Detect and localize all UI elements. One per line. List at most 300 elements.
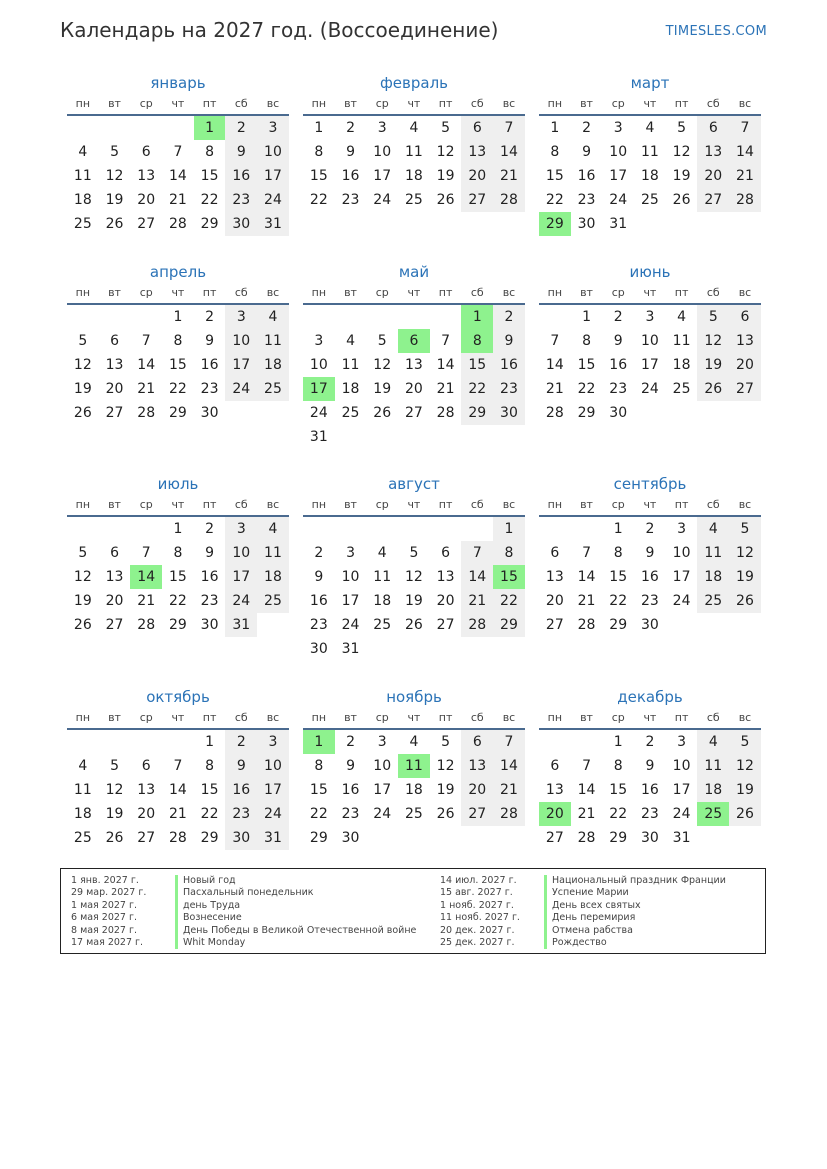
day-cell: 2 bbox=[205, 309, 215, 325]
empty-cell bbox=[539, 517, 571, 541]
holiday-day-cell: 25 bbox=[697, 802, 729, 826]
day-cell: 15 bbox=[545, 168, 564, 184]
day-cell: 30 bbox=[200, 405, 219, 421]
day-cell: 14 bbox=[137, 357, 156, 373]
weekday-label: вт bbox=[580, 286, 593, 299]
day-cell: 25 bbox=[73, 216, 92, 232]
day-cell: 7 bbox=[582, 758, 591, 774]
weekday-label: сб bbox=[706, 498, 720, 511]
weekday-label: пт bbox=[674, 498, 689, 511]
week-row bbox=[67, 517, 289, 541]
legend-date: 25 дек. 2027 г. bbox=[440, 936, 515, 948]
day-cell: 9 bbox=[582, 144, 591, 160]
week-row bbox=[303, 188, 525, 212]
empty-cell bbox=[697, 401, 729, 425]
day-cell: 31 bbox=[309, 429, 328, 445]
day-cell: 5 bbox=[110, 144, 119, 160]
day-cell: 12 bbox=[729, 754, 761, 778]
empty-cell bbox=[366, 425, 398, 449]
day-cell: 22 bbox=[200, 806, 219, 822]
day-cell: 17 bbox=[373, 168, 392, 184]
empty-cell bbox=[430, 517, 462, 541]
day-cell: 1 bbox=[493, 517, 525, 541]
week-row bbox=[67, 164, 289, 188]
weekday-label: пн bbox=[75, 711, 91, 724]
day-cell: 12 bbox=[73, 569, 92, 585]
day-cell: 7 bbox=[141, 545, 151, 561]
day-cell: 5 bbox=[729, 730, 761, 754]
day-cell: 4 bbox=[409, 734, 419, 750]
weekday-label: вс bbox=[502, 711, 516, 724]
day-cell: 27 bbox=[105, 617, 124, 633]
day-cell: 22 bbox=[168, 381, 187, 397]
day-cell: 3 bbox=[257, 730, 289, 754]
empty-cell bbox=[571, 517, 603, 541]
holiday-day-cell: 8 bbox=[461, 329, 493, 353]
day-cell: 5 bbox=[441, 734, 451, 750]
day-cell: 31 bbox=[609, 216, 628, 232]
holiday-day-cell: 11 bbox=[398, 754, 430, 778]
legend-item bbox=[71, 937, 416, 949]
empty-cell bbox=[366, 305, 398, 329]
day-cell: 16 bbox=[309, 593, 328, 609]
day-cell: 14 bbox=[577, 782, 596, 798]
day-cell: 27 bbox=[404, 405, 423, 421]
weekday-label: пн bbox=[547, 498, 563, 511]
weekday-label: чт bbox=[407, 286, 421, 299]
day-cell: 23 bbox=[309, 617, 328, 633]
empty-cell bbox=[398, 517, 430, 541]
weekday-label: вс bbox=[502, 97, 516, 110]
month-11 bbox=[303, 686, 525, 850]
weekday-label: сб bbox=[706, 97, 720, 110]
legend-item bbox=[440, 912, 726, 924]
day-cell: 4 bbox=[257, 305, 289, 329]
weekday-label: сб bbox=[470, 498, 484, 511]
week-row bbox=[539, 377, 761, 401]
day-cell: 8 bbox=[205, 758, 215, 774]
day-cell: 7 bbox=[493, 730, 525, 754]
day-cell: 15 bbox=[168, 357, 187, 373]
day-cell: 14 bbox=[168, 168, 187, 184]
legend-holiday-name: Отмена рабства bbox=[544, 925, 633, 937]
day-cell: 14 bbox=[461, 565, 493, 589]
day-cell: 2 bbox=[582, 120, 591, 136]
empty-cell bbox=[303, 305, 335, 329]
empty-cell bbox=[162, 116, 194, 140]
day-cell: 10 bbox=[257, 140, 289, 164]
week-row bbox=[303, 116, 525, 140]
legend-item bbox=[71, 875, 416, 887]
day-cell: 10 bbox=[309, 357, 328, 373]
weekday-header bbox=[67, 283, 289, 305]
day-cell: 21 bbox=[137, 593, 156, 609]
weekday-header bbox=[303, 495, 525, 517]
day-cell: 27 bbox=[137, 830, 156, 846]
day-cell: 22 bbox=[200, 192, 219, 208]
day-cell: 9 bbox=[225, 754, 257, 778]
week-row bbox=[67, 116, 289, 140]
holiday-day-cell: 6 bbox=[398, 329, 430, 353]
day-cell: 15 bbox=[461, 353, 493, 377]
month-9 bbox=[539, 473, 761, 637]
empty-cell bbox=[697, 826, 729, 850]
day-cell: 10 bbox=[672, 758, 691, 774]
holiday-day-cell: 1 bbox=[303, 730, 335, 754]
week-row bbox=[67, 613, 289, 637]
day-cell: 10 bbox=[640, 333, 659, 349]
day-cell: 9 bbox=[645, 758, 655, 774]
day-cell: 29 bbox=[461, 401, 493, 425]
day-cell: 13 bbox=[105, 569, 124, 585]
day-cell: 6 bbox=[141, 758, 151, 774]
day-cell: 25 bbox=[373, 617, 392, 633]
day-cell: 14 bbox=[493, 754, 525, 778]
day-cell: 27 bbox=[545, 830, 564, 846]
week-row bbox=[539, 517, 761, 541]
day-cell: 4 bbox=[697, 730, 729, 754]
empty-cell bbox=[666, 401, 698, 425]
day-cell: 16 bbox=[341, 168, 360, 184]
month-name: август bbox=[388, 475, 440, 493]
day-cell: 22 bbox=[461, 377, 493, 401]
day-cell: 23 bbox=[640, 593, 659, 609]
empty-cell bbox=[666, 613, 698, 637]
week-row bbox=[67, 353, 289, 377]
week-row bbox=[539, 802, 761, 826]
day-cell: 5 bbox=[110, 758, 119, 774]
weekday-label: чт bbox=[407, 97, 421, 110]
weekday-header bbox=[67, 495, 289, 517]
weekday-label: чт bbox=[643, 97, 657, 110]
month-name: сентябрь bbox=[613, 475, 687, 493]
day-cell: 21 bbox=[577, 593, 596, 609]
day-cell: 29 bbox=[200, 830, 219, 846]
day-cell: 2 bbox=[493, 305, 525, 329]
month-name: ноябрь bbox=[386, 688, 442, 706]
day-cell: 22 bbox=[309, 806, 328, 822]
weekday-label: чт bbox=[643, 286, 657, 299]
day-cell: 27 bbox=[137, 216, 156, 232]
day-cell: 26 bbox=[73, 617, 92, 633]
day-cell: 16 bbox=[577, 168, 596, 184]
legend-item bbox=[440, 875, 726, 887]
day-cell: 15 bbox=[309, 782, 328, 798]
empty-cell bbox=[162, 730, 194, 754]
day-cell: 17 bbox=[373, 782, 392, 798]
month-10 bbox=[67, 686, 289, 850]
month-name: декабрь bbox=[617, 688, 683, 706]
day-cell: 26 bbox=[729, 589, 761, 613]
day-cell: 6 bbox=[461, 730, 493, 754]
weekday-label: вс bbox=[266, 97, 280, 110]
day-cell: 2 bbox=[225, 730, 257, 754]
day-cell: 25 bbox=[697, 589, 729, 613]
day-cell: 13 bbox=[461, 754, 493, 778]
day-cell: 8 bbox=[493, 541, 525, 565]
legend-date: 17 мая 2027 г. bbox=[71, 936, 144, 948]
weekday-label: пн bbox=[311, 498, 327, 511]
day-cell: 18 bbox=[257, 565, 289, 589]
day-cell: 18 bbox=[640, 168, 659, 184]
day-cell: 13 bbox=[105, 357, 124, 373]
empty-cell bbox=[99, 517, 131, 541]
legend-item bbox=[440, 937, 726, 949]
day-cell: 3 bbox=[377, 120, 387, 136]
day-cell: 25 bbox=[404, 192, 423, 208]
day-cell: 12 bbox=[73, 357, 92, 373]
day-cell: 24 bbox=[672, 593, 691, 609]
month-name: октябрь bbox=[146, 688, 210, 706]
day-cell: 23 bbox=[640, 806, 659, 822]
day-cell: 12 bbox=[105, 782, 124, 798]
week-row bbox=[539, 826, 761, 850]
day-cell: 20 bbox=[404, 381, 423, 397]
empty-cell bbox=[461, 637, 493, 661]
day-cell: 4 bbox=[645, 120, 655, 136]
day-cell: 3 bbox=[645, 309, 655, 325]
week-row bbox=[67, 212, 289, 236]
day-cell: 16 bbox=[200, 569, 219, 585]
day-cell: 17 bbox=[640, 357, 659, 373]
weekday-header bbox=[539, 495, 761, 517]
holiday-day-cell: 20 bbox=[539, 802, 571, 826]
weekday-label: пт bbox=[202, 711, 217, 724]
day-cell: 7 bbox=[550, 333, 560, 349]
week-row bbox=[303, 353, 525, 377]
day-cell: 28 bbox=[137, 405, 156, 421]
day-cell: 23 bbox=[200, 593, 219, 609]
weekday-header bbox=[539, 283, 761, 305]
day-cell: 8 bbox=[582, 333, 591, 349]
day-cell: 24 bbox=[341, 617, 360, 633]
day-cell: 2 bbox=[346, 120, 355, 136]
day-cell: 13 bbox=[729, 329, 761, 353]
legend-date: 1 янв. 2027 г. bbox=[71, 875, 139, 886]
weekday-label: сб bbox=[706, 711, 720, 724]
weekday-label: вс bbox=[502, 498, 516, 511]
day-cell: 8 bbox=[173, 545, 183, 561]
day-cell: 29 bbox=[168, 617, 187, 633]
month-7 bbox=[67, 473, 289, 637]
day-cell: 1 bbox=[550, 120, 560, 136]
day-cell: 20 bbox=[697, 164, 729, 188]
empty-cell bbox=[335, 425, 367, 449]
day-cell: 17 bbox=[225, 353, 257, 377]
day-cell: 30 bbox=[309, 641, 328, 657]
month-8 bbox=[303, 473, 525, 661]
empty-cell bbox=[366, 637, 398, 661]
week-row bbox=[303, 730, 525, 754]
week-row bbox=[539, 401, 761, 425]
day-cell: 2 bbox=[645, 521, 655, 537]
day-cell: 17 bbox=[225, 565, 257, 589]
holiday-day-cell: 17 bbox=[303, 377, 335, 401]
weekday-label: сб bbox=[470, 711, 484, 724]
weekday-label: пт bbox=[202, 97, 217, 110]
day-cell: 14 bbox=[729, 140, 761, 164]
weekday-label: чт bbox=[407, 498, 421, 511]
day-cell: 11 bbox=[640, 144, 659, 160]
legend-holiday-name: День перемирия bbox=[544, 912, 635, 924]
day-cell: 21 bbox=[493, 164, 525, 188]
weekday-label: пн bbox=[311, 286, 327, 299]
day-cell: 29 bbox=[577, 405, 596, 421]
week-row bbox=[303, 565, 525, 589]
day-cell: 15 bbox=[309, 168, 328, 184]
day-cell: 13 bbox=[137, 782, 156, 798]
month-name: январь bbox=[150, 74, 206, 92]
weekday-label: вт bbox=[580, 498, 593, 511]
day-cell: 29 bbox=[200, 216, 219, 232]
weekday-label: чт bbox=[171, 286, 185, 299]
day-cell: 3 bbox=[677, 521, 687, 537]
weekday-label: ср bbox=[611, 711, 625, 724]
empty-cell bbox=[67, 517, 99, 541]
day-cell: 17 bbox=[257, 778, 289, 802]
week-row bbox=[303, 541, 525, 565]
legend-date: 20 дек. 2027 г. bbox=[440, 924, 515, 936]
day-cell: 16 bbox=[225, 778, 257, 802]
day-cell: 4 bbox=[257, 517, 289, 541]
day-cell: 15 bbox=[200, 782, 219, 798]
day-cell: 24 bbox=[373, 192, 392, 208]
day-cell: 19 bbox=[436, 782, 455, 798]
holiday-day-cell: 1 bbox=[194, 116, 226, 140]
day-cell: 13 bbox=[404, 357, 423, 373]
day-cell: 22 bbox=[609, 806, 628, 822]
empty-cell bbox=[571, 730, 603, 754]
day-cell: 31 bbox=[257, 212, 289, 236]
weekday-label: вт bbox=[108, 711, 121, 724]
empty-cell bbox=[67, 730, 99, 754]
week-row bbox=[67, 589, 289, 613]
empty-cell bbox=[67, 116, 99, 140]
day-cell: 26 bbox=[105, 830, 124, 846]
day-cell: 25 bbox=[640, 192, 659, 208]
week-row bbox=[67, 730, 289, 754]
day-cell: 9 bbox=[314, 569, 324, 585]
day-cell: 26 bbox=[105, 216, 124, 232]
weekday-label: сб bbox=[470, 286, 484, 299]
legend-date: 8 мая 2027 г. bbox=[71, 924, 137, 936]
weekday-label: пн bbox=[547, 286, 563, 299]
day-cell: 19 bbox=[73, 381, 92, 397]
legend-holiday-name: Новый год bbox=[175, 875, 236, 887]
week-row bbox=[539, 305, 761, 329]
day-cell: 17 bbox=[672, 569, 691, 585]
week-row bbox=[303, 329, 525, 353]
day-cell: 10 bbox=[672, 545, 691, 561]
weekday-label: пн bbox=[311, 711, 327, 724]
day-cell: 20 bbox=[461, 778, 493, 802]
day-cell: 28 bbox=[577, 830, 596, 846]
day-cell: 18 bbox=[73, 192, 92, 208]
legend-item bbox=[71, 925, 416, 937]
empty-cell bbox=[539, 305, 571, 329]
day-cell: 17 bbox=[341, 593, 360, 609]
day-cell: 9 bbox=[645, 545, 655, 561]
day-cell: 26 bbox=[697, 377, 729, 401]
day-cell: 16 bbox=[640, 782, 659, 798]
empty-cell bbox=[729, 401, 761, 425]
empty-cell bbox=[398, 637, 430, 661]
day-cell: 16 bbox=[200, 357, 219, 373]
day-cell: 7 bbox=[729, 116, 761, 140]
week-row bbox=[303, 637, 525, 661]
day-cell: 29 bbox=[609, 830, 628, 846]
month-1 bbox=[67, 72, 289, 236]
day-cell: 10 bbox=[373, 144, 392, 160]
weekday-label: ср bbox=[139, 97, 153, 110]
weekday-label: чт bbox=[171, 97, 185, 110]
day-cell: 11 bbox=[73, 782, 92, 798]
empty-cell bbox=[539, 730, 571, 754]
empty-cell bbox=[697, 613, 729, 637]
day-cell: 29 bbox=[309, 830, 328, 846]
day-cell: 10 bbox=[609, 144, 628, 160]
day-cell: 11 bbox=[672, 333, 691, 349]
day-cell: 18 bbox=[697, 778, 729, 802]
day-cell: 26 bbox=[672, 192, 691, 208]
empty-cell bbox=[67, 305, 99, 329]
weekday-label: сб bbox=[234, 498, 248, 511]
day-cell: 5 bbox=[697, 305, 729, 329]
day-cell: 13 bbox=[461, 140, 493, 164]
month-4 bbox=[67, 261, 289, 425]
day-cell: 6 bbox=[441, 545, 451, 561]
day-cell: 8 bbox=[613, 545, 623, 561]
weekday-label: сб bbox=[470, 97, 484, 110]
weekday-label: сб bbox=[234, 286, 248, 299]
day-cell: 24 bbox=[640, 381, 659, 397]
day-cell: 23 bbox=[577, 192, 596, 208]
day-cell: 23 bbox=[341, 192, 360, 208]
legend-date: 11 нояб. 2027 г. bbox=[440, 912, 520, 924]
day-cell: 10 bbox=[225, 541, 257, 565]
week-row bbox=[539, 116, 761, 140]
day-cell: 4 bbox=[409, 120, 419, 136]
legend-holiday-name: Рождество bbox=[544, 937, 607, 949]
empty-cell bbox=[398, 826, 430, 850]
empty-cell bbox=[493, 826, 525, 850]
day-cell: 22 bbox=[309, 192, 328, 208]
week-row bbox=[539, 754, 761, 778]
day-cell: 23 bbox=[493, 377, 525, 401]
day-cell: 4 bbox=[677, 309, 687, 325]
day-cell: 7 bbox=[141, 333, 151, 349]
day-cell: 3 bbox=[225, 517, 257, 541]
day-cell: 6 bbox=[729, 305, 761, 329]
week-row bbox=[539, 353, 761, 377]
weekday-header bbox=[539, 708, 761, 730]
weekday-label: пн bbox=[547, 97, 563, 110]
day-cell: 16 bbox=[493, 353, 525, 377]
day-cell: 3 bbox=[677, 734, 687, 750]
empty-cell bbox=[257, 613, 289, 637]
day-cell: 1 bbox=[613, 734, 623, 750]
week-row bbox=[539, 541, 761, 565]
day-cell: 25 bbox=[257, 377, 289, 401]
day-cell: 31 bbox=[257, 826, 289, 850]
day-cell: 19 bbox=[729, 778, 761, 802]
brand-link[interactable]: TIMESLES.COM bbox=[665, 24, 767, 39]
day-cell: 7 bbox=[582, 545, 591, 561]
day-cell: 28 bbox=[436, 405, 455, 421]
empty-cell bbox=[430, 425, 462, 449]
day-cell: 9 bbox=[613, 333, 623, 349]
weekday-label: пт bbox=[202, 498, 217, 511]
